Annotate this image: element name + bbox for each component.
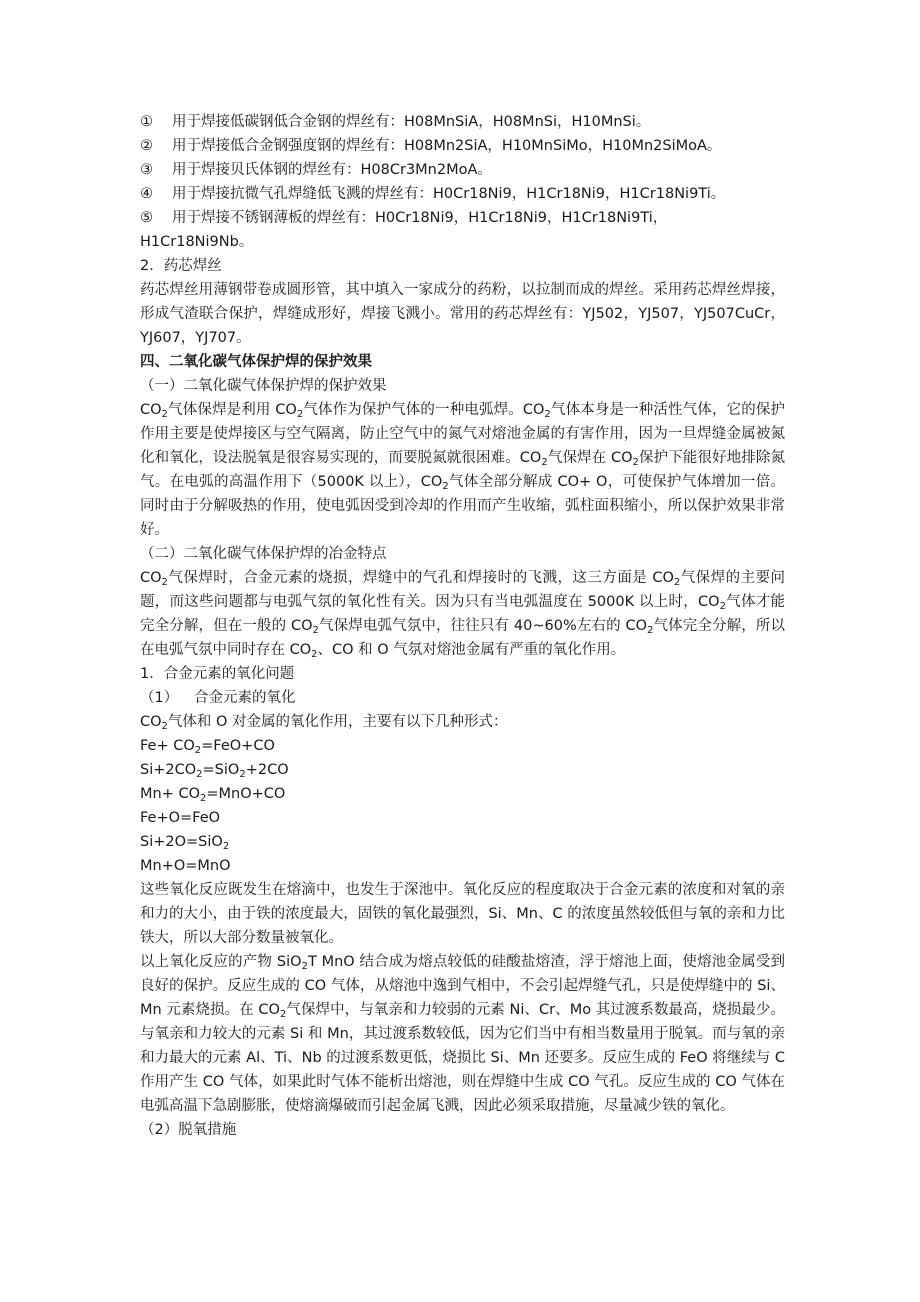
oxidation-intro: $CO_2$气体和 O 对金属的氧化作用，主要有以下几种形式： <box>140 714 508 732</box>
list-text: 用于焊接抗微气孔焊缝低飞溅的焊丝有：H0Cr18Ni9，H1Cr18Ni9，H1Cr18Ni9Ti。 <box>172 186 726 202</box>
flux-cored-wire-heading: 2．药芯焊丝 <box>140 258 222 274</box>
list-text: 用于焊接贝氏体钢的焊丝有：H08Cr3Mn2MoA。 <box>172 162 492 178</box>
flux-cored-wire-paragraph: 药芯焊丝用薄钢带卷成圆形管，其中填入一家成分的药粉，以拉制而成的焊丝。采用药芯焊丝焊接，形成气渣联合保护，焊缝成形好，焊接飞溅小。常用的药芯焊丝有：YJ502，YJ507，YJ507CuCr，YJ607，YJ707。 <box>140 282 785 346</box>
section-heading: 四、二氧化碳气体保护焊的保护效果 <box>140 354 372 370</box>
list-number: ⑤ <box>140 210 153 226</box>
equation: Si+2O=SiO$_2$ <box>140 834 230 852</box>
list-item-continuation: H1Cr18Ni9Nb。 <box>140 234 254 250</box>
equation: Fe+O=FeO <box>140 810 221 826</box>
oxidation-product-paragraph: 以上氧化反应的产物 SiO$_2$T MnO 结合成为熔点较低的硅酸盐熔渣，浮于熔池上面，使熔池金属受到良好的保护。反应生成的 CO 气体，从熔池中逸到气相中，不会引起焊缝气孔，只是使焊缝中的 Si、Mn 元素烧损。在 $CO_2$气保焊中，与氧亲和力较弱的元素 Ni、Cr、Mo 其过渡系数最高，烧损最少。与氧亲和力较大的元素 Si 和 Mn，其过渡系数较低，因为它们当中有相当数量用于脱氧。而与氧的亲和力最大的元素 Al、Ti、Nb 的过渡系数更低，烧损比 Si、Mn 还要多。反应生成的 FeO 将继续与 C 作用产生 CO 气体，如果此时气体不能析出熔池，则在焊缝中生成 CO 气孔。反应生成的 CO 气体在电弧高温下急剧膨胀，使熔滴爆破而引起金属飞溅，因此必须采取措施，尽量减少铁的氧化。 <box>140 954 786 1114</box>
equation: Mn+O=MnO <box>140 858 231 874</box>
list-text: 用于焊接低合金钢强度钢的焊丝有：H08Mn2SiA，H10MnSiMo，H10Mn2SiMoA。 <box>172 138 722 154</box>
list-item <box>140 134 785 158</box>
list-item <box>140 110 785 134</box>
wire-list <box>140 110 785 254</box>
subsection-heading-metallurgy: （二）二氧化碳气体保护焊的冶金特点 <box>140 546 387 562</box>
list-item <box>140 206 785 230</box>
list-number: ③ <box>140 162 153 178</box>
equation: $Si+2CO_2=SiO_2+2CO$ <box>140 762 289 780</box>
list-item <box>140 158 785 182</box>
metallurgy-paragraph: $CO_2$气保焊时，合金元素的烧损，焊缝中的气孔和焊接时的飞溅，这三方面是 $CO_2$气保焊的主要问题，而这些问题都与电弧气氛的氧化性有关。因为只有当电弧温度在 5000K 以上时，$CO_2$气体才能完全分解，但在一般的 $CO_2$气保焊电弧气氛中，往往只有 40~60%左右的 $CO_2$气体完全分解，所以在电弧气氛中同时存在 $CO_2$、CO 和 O 气氛对熔池金属有严重的氧化作用。 <box>140 570 786 660</box>
protection-effect-paragraph: $CO_2$气体保焊是利用 $CO_2$气体作为保护气体的一种电弧焊。$CO_2$气体本身是一种活性气体，它的保护作用主要是使焊接区与空气隔离，防止空气中的氮气对熔池金属的有害作用，因为一旦焊缝金属被氮化和氧化，设法脱氧是很容易实现的，而要脱氮就很困难。$CO_2$气保焊在 $CO_2$保护下能很好地排除氮气。在电弧的高温作用下（5000K 以上），$CO_2$气体全部分解成 CO+ O，可使保护气体增加一倍。同时由于分解吸热的作用，使电弧因受到冷却的作用而产生收缩，弧柱面积缩小，所以保护效果非常好。 <box>140 402 785 538</box>
deoxidation-heading: （2）脱氧措施 <box>140 1122 237 1138</box>
subsection-heading-protection: （一）二氧化碳气体保护焊的保护效果 <box>140 378 387 394</box>
equation: $Mn+ CO_2=MnO+CO$ <box>140 786 286 804</box>
equation-list <box>140 734 785 878</box>
list-text: 用于焊接低碳钢低合金钢的焊丝有：H08MnSiA，H08MnSi，H10MnSi。 <box>172 114 651 130</box>
list-number: ④ <box>140 186 153 202</box>
list-text: 用于焊接不锈钢薄板的焊丝有：H0Cr18Ni9，H1Cr18Ni9，H1Cr18Ni9Ti， <box>172 210 668 226</box>
document-page <box>140 110 785 1142</box>
list-item <box>140 182 785 206</box>
alloy-oxidation-heading: 1．合金元素的氧化问题 <box>140 666 295 682</box>
equation: $Fe+ CO_2=FeO+CO$ <box>140 738 275 756</box>
list-number: ① <box>140 114 153 130</box>
alloy-oxidation-subheading: （1） 合金元素的氧化 <box>140 690 296 706</box>
list-number: ② <box>140 138 153 154</box>
oxidation-degree-paragraph: 这些氧化反应既发生在熔滴中，也发生于深池中。氧化反应的程度取决于合金元素的浓度和对氧的亲和力的大小，由于铁的浓度最大，固铁的氧化最强烈，Si、Mn、C 的浓度虽然较低但与氧的亲和力比铁大，所以大部分数量被氧化。 <box>140 882 785 946</box>
